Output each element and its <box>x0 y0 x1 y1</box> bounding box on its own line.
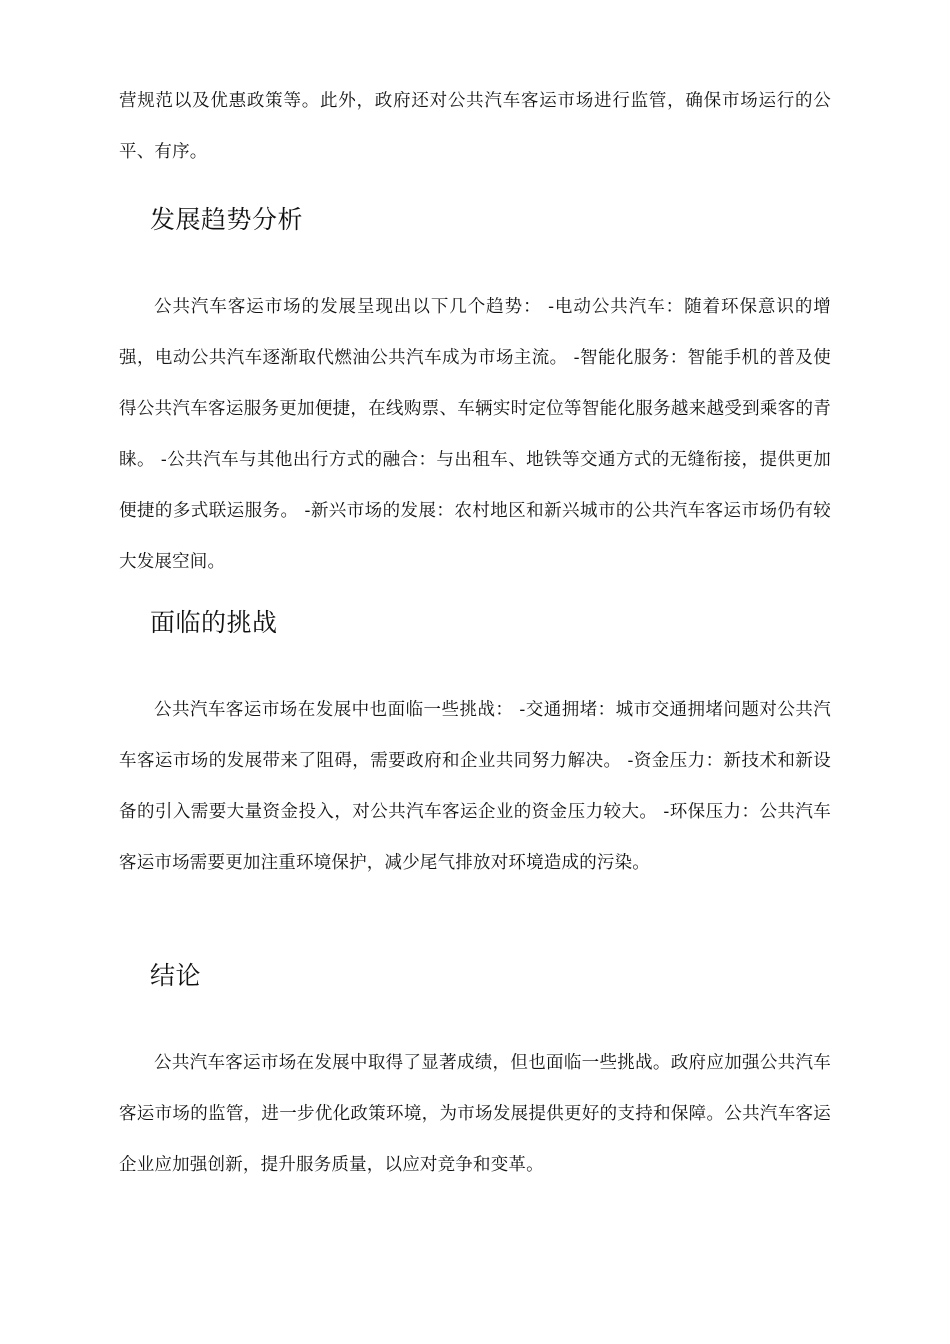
section-heading-conclusion: 结论 <box>150 961 202 990</box>
section-heading-trends: 发展趋势分析 <box>150 205 304 234</box>
intro-paragraph: 营规范以及优惠政策等。此外，政府还对公共汽车客运市场进行监管，确保市场运行的公平、有序。 <box>119 91 831 162</box>
section-body-challenges: 公共汽车客运市场在发展中也面临一些挑战： -交通拥堵：城市交通拥堵问题对公共汽车客运市场的发展带来了阻碍，需要政府和企业共同努力解决。 -资金压力：新技术和新设备的引入需要大量资金投入，对公共汽车客运企业的资金压力较大。 -环保压力：公共汽车客运市场需要更加注重环境保护，减少尾气排放对环境造成的污染。 <box>119 700 831 873</box>
section-body-conclusion: 公共汽车客运市场在发展中取得了显著成绩，但也面临一些挑战。政府应加强公共汽车客运市场的监管，进一步优化政策环境，为市场发展提供更好的支持和保障。公共汽车客运企业应加强创新，提升服务质量，以应对竞争和变革。 <box>119 1053 831 1175</box>
section-heading-challenges: 面临的挑战 <box>150 608 278 637</box>
section-body-trends: 公共汽车客运市场的发展呈现出以下几个趋势： -电动公共汽车：随着环保意识的增强，电动公共汽车逐渐取代燃油公共汽车成为市场主流。 -智能化服务：智能手机的普及使得公共汽车客运服务更加便捷，在线购票、车辆实时定位等智能化服务越来越受到乘客的青睐。 -公共汽车与其他出行方式的融合：与出租车、地铁等交通方式的无缝衔接，提供更加便捷的多式联运服务。 -新兴市场的发展：农村地区和新兴城市的公共汽车客运市场仍有较大发展空间。 <box>119 297 831 572</box>
